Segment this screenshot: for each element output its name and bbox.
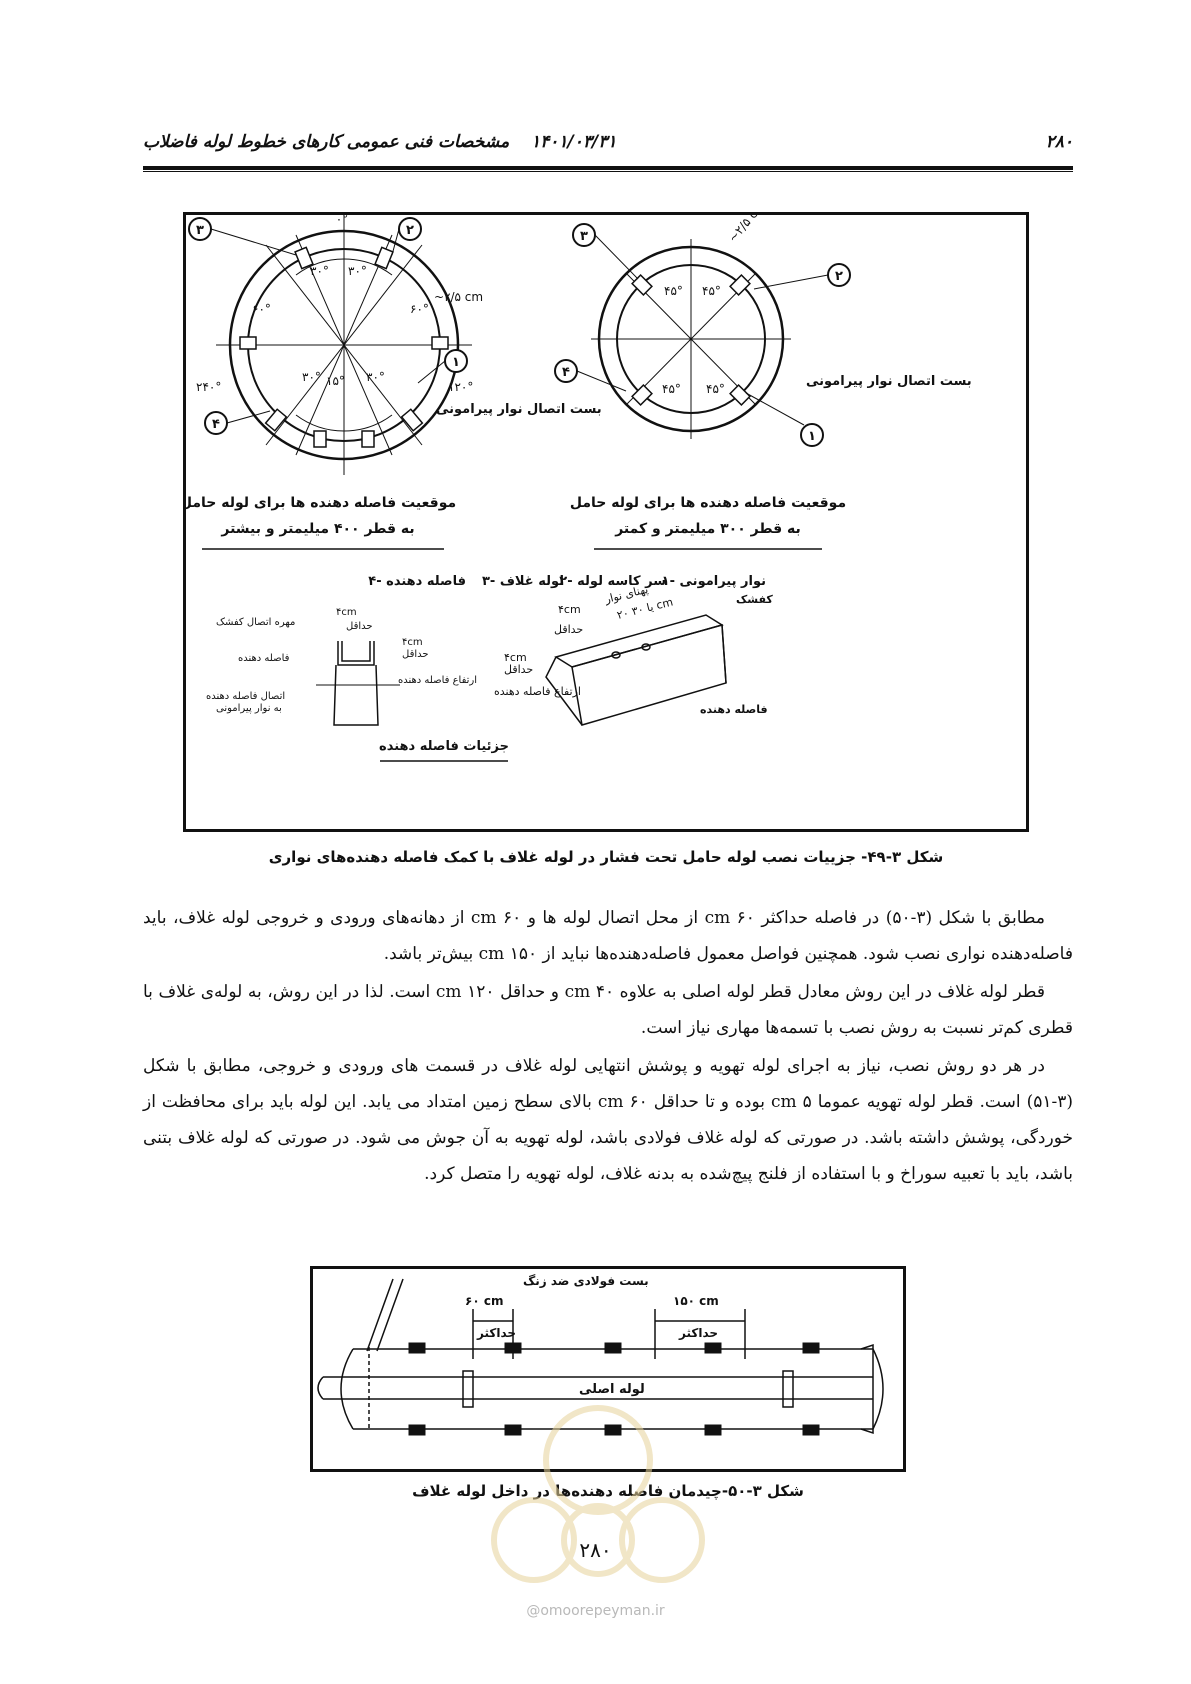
paragraph-2: قطر لوله غلاف در این روش معادل قطر لوله اصلی به علاوه ۴۰ cm و حداقل ۱۲۰ cm است. لذا در این روش، به لوله‌ی غلاف با قطری کم‌تر نسبت به روش نصب با تسمه‌ها مهاری نیاز است. (143, 982, 1073, 1038)
detail-left-min: حداقل (346, 621, 373, 632)
detail-right-spacer-height: ارتفاع فاصله دهنده (494, 685, 581, 698)
marker-1-right: ۱ (808, 429, 816, 444)
marker-1-left: ۱ (452, 355, 460, 370)
left-angle-30a: ۳۰° (310, 264, 329, 278)
legend-3: ۳- لوله غلاف (481, 574, 564, 589)
header-page-number: ۲۸۰ (1045, 132, 1073, 152)
figure-49-drawing (186, 215, 1026, 829)
detail-left-height: ۴cm (402, 637, 423, 648)
detail-left-spacer-height: ارتفاع فاصله دهنده (398, 675, 478, 686)
detail-left-band-1: اتصال فاصله دهنده (206, 691, 286, 702)
left-gap: ~۲/۵ cm (434, 290, 484, 304)
header-title: مشخصات فنی عمومی کارهای خطوط لوله فاضلاب (143, 132, 510, 152)
paragraph-1: مطابق با شکل (۳-۵۰) در فاصله حداکثر ۶۰ cm از محل اتصال لوله ها و ۶۰ cm از دهانه‌های ورودی و خروجی لوله غلاف، باید فاصله‌دهنده نواری نصب شود. همچنین فواصل معمول فاصله‌دهنده‌ها نباید از ۱۵۰ cm بیش‌تر باشد. (143, 908, 1073, 964)
detail-right-spacer: فاصله دهنده (700, 703, 768, 716)
page-number-bottom: ۲۸۰ (579, 1538, 612, 1562)
detail-left-width: ۴cm (336, 607, 357, 618)
detail-right-width: ۴cm (558, 603, 581, 616)
detail-right-strip-width: پهنای نوار (603, 582, 650, 606)
detail-right-shoe: کفشک (736, 593, 773, 606)
right-circle-diagram (591, 239, 791, 439)
left-angle-60b: ۶۰° (410, 302, 429, 316)
page-header (143, 122, 1073, 166)
header-rule-thin (143, 171, 1073, 172)
detail-right-strip-size: ۲۰ یا ۳۰ cm (615, 595, 675, 622)
left-angle-60a: ۶۰° (252, 302, 271, 316)
watermark-seal (478, 1400, 718, 1600)
header-rule (143, 166, 1073, 170)
detail-title: جزئیات فاصله دهنده (379, 739, 509, 754)
legend-2: ۲- سر کاسه لوله (559, 574, 666, 589)
figure-49-frame (183, 212, 1029, 832)
dim-150: ۱۵۰ cm (673, 1294, 719, 1308)
left-circle-diagram (216, 215, 472, 475)
left-title-line2: به قطر ۴۰۰ میلیمتر و بیشتر (221, 521, 415, 537)
right-gap: ~۲/۵ cm (725, 215, 768, 245)
marker-3-right: ۳ (580, 229, 588, 244)
header-date: ۱۴۰۱/۰۳/۳۱ (531, 132, 617, 152)
left-angle-30b: ۳۰° (348, 264, 367, 278)
figure-50-caption: شکل ۳-۵۰-چیدمان فاصله دهنده‌ها در داخل لوله غلاف (412, 1482, 804, 1500)
left-angle-30c: ۳۰° (302, 370, 321, 384)
marker-2-left: ۲ (406, 223, 414, 238)
detail-left-band-2: به نوار پیرامونی (216, 703, 282, 714)
legend-1: ۱- نوار پیرامونی (661, 574, 766, 589)
marker-4-left: ۴ (212, 417, 220, 432)
left-angle-120: ۱۲۰° (448, 380, 474, 394)
right-angle-45d: ۴۵° (706, 382, 725, 396)
right-angle-45b: ۴۵° (702, 284, 721, 298)
marker-4-right: ۴ (562, 365, 570, 380)
detail-left-height-min: حداقل (402, 649, 429, 660)
left-band-label: بست اتصال نوار پیرامونی (436, 402, 602, 417)
dim-60-label: حداکثر (477, 1326, 517, 1340)
main-pipe-label: لوله اصلی (579, 1382, 645, 1397)
detail-left-spacer: فاصله دهنده (238, 653, 290, 664)
left-title-line1: موقعیت فاصله دهنده ها برای لوله حامل (186, 495, 457, 511)
clamp-label: بست فولادی ضد زنگ (523, 1274, 649, 1288)
figure-49-caption: شکل ۳-۴۹- جزییات نصب لوله حامل تحت فشار در لوله غلاف با کمک فاصله دهنده‌های نواری (268, 848, 944, 866)
right-angle-45c: ۴۵° (662, 382, 681, 396)
left-angle-240: ۲۴۰° (196, 380, 222, 394)
left-angle-0: ۰° (335, 215, 349, 226)
detail-right-height-min: حداقل (504, 663, 534, 676)
dim-60: ۶۰ cm (465, 1294, 504, 1308)
right-band-label: بست اتصال نوار پیرامونی (806, 374, 972, 389)
dim-150-label: حداکثر (679, 1326, 719, 1340)
left-angle-30d: ۳۰° (366, 370, 385, 384)
marker-3-left: ۳ (196, 223, 204, 238)
footer-watermark: @omoorepeyman.ir (526, 1603, 665, 1619)
paragraph-3: در هر دو روش نصب، نیاز به اجرای لوله تهویه و پوشش انتهایی لوله غلاف در قسمت های ورودی و خروجی، مطابق با شکل (۳-۵۱) است. قطر لوله تهویه عموما ۵ cm بوده و تا حداقل ۶۰ cm بالای سطح زمین امتداد می یابد. این لوله باید برای محافظت از خوردگی، پوشش داشته باشد. در صورتی که لوله غلاف فولادی باشد، لوله تهویه به آن جوش می شود. در صورتی که لوله غلاف بتنی باشد، باید با تعبیه سوراخ و با استفاده از فلنج پیچ‌شده به بدنه غلاف، لوله تهویه را متصل کرد. (143, 1056, 1074, 1184)
right-angle-45a: ۴۵° (664, 284, 683, 298)
detail-right-height: ۴cm (504, 651, 527, 664)
detail-right-min: حداقل (554, 623, 584, 636)
detail-left-nut: مهره اتصال کفشک (216, 617, 296, 628)
right-title-line2: به قطر ۳۰۰ میلیمتر و کمتر (615, 521, 801, 537)
left-angle-15: ۱۵° (326, 374, 345, 388)
body-text (143, 900, 1073, 1192)
detail-left-drawing (316, 641, 400, 725)
right-title-line1: موقعیت فاصله دهنده ها برای لوله حامل (569, 495, 847, 511)
legend-4: ۴- فاصله دهنده (368, 574, 466, 589)
marker-2-right: ۲ (835, 269, 843, 284)
